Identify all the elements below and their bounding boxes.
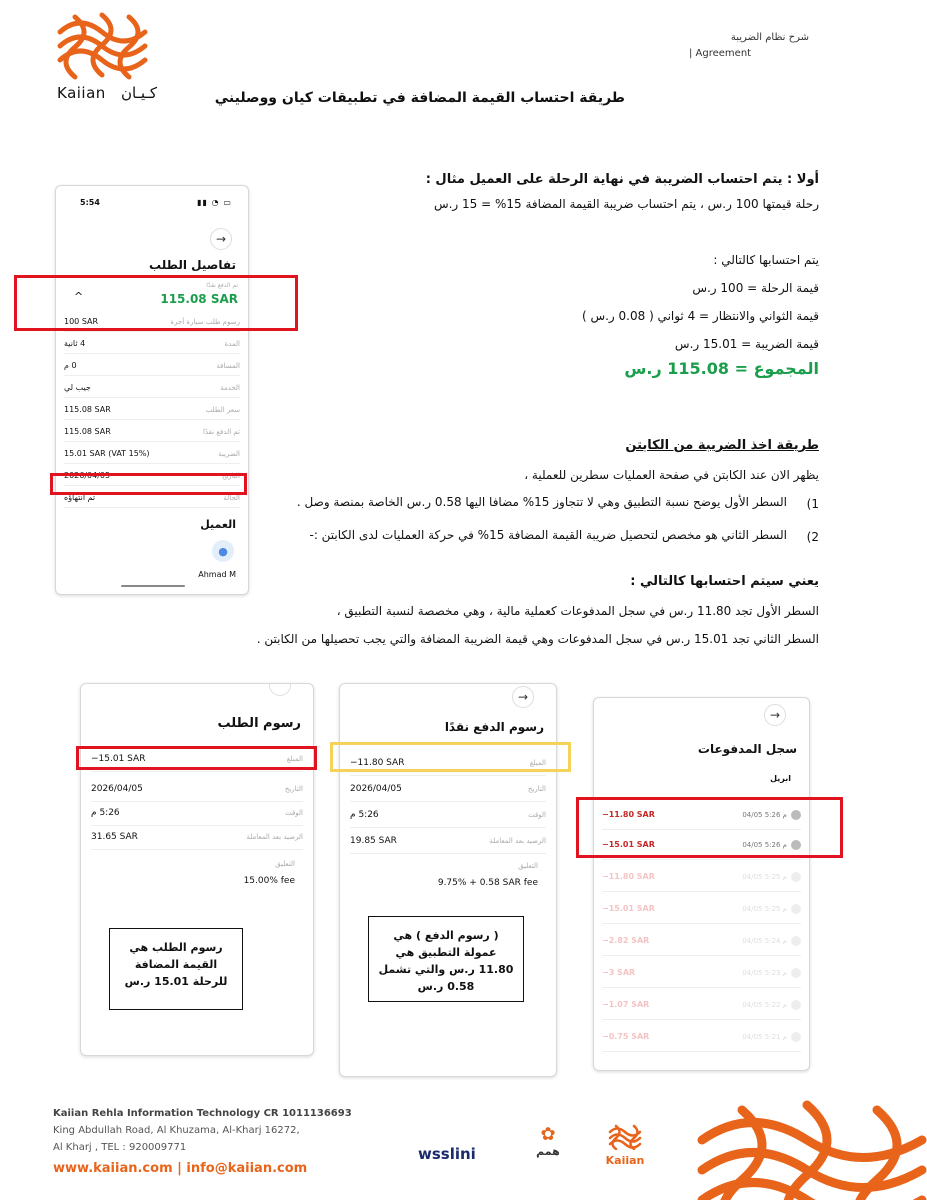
status-dot-icon	[791, 968, 801, 978]
section2-intro: يظهر الان عند الكابتن في صفحة العمليات سطرين للعملية ،	[524, 468, 819, 482]
order-row: 0 م المسافة	[64, 356, 240, 376]
document-meta	[649, 30, 809, 62]
order-row: تم انتهاؤه الحالة	[64, 488, 240, 508]
cash-row: 19.85 SAR الرصيد بعد المعاملة	[350, 828, 546, 854]
comment-label: التعليق	[518, 862, 538, 870]
highlight-fees-amount	[76, 746, 317, 770]
footer-pattern-icon	[682, 1100, 927, 1200]
payment-row[interactable]: −2.82 SAR 04/05 5:24 م	[602, 926, 801, 956]
section1-line1: رحلة قيمتها 100 ر.س ، يتم احتساب ضريبة القيمة المضافة 15% = 15 ر.س	[433, 197, 819, 211]
footer-address-line1: King Abdullah Road, Al Khuzama, Al-Kharj 16272,	[53, 1125, 300, 1136]
payment-row[interactable]: −11.80 SAR 04/05 5:26 م	[602, 800, 801, 830]
status-time: 5:54	[80, 198, 100, 207]
order-row: 4 ثانية المدة	[64, 334, 240, 354]
fees-row: 2026/04/05 التاريخ	[91, 776, 303, 802]
fees-row: −15.01 SAR المبلغ	[91, 746, 303, 772]
footer-contact[interactable]: www.kaiian.com | info@kaiian.com	[53, 1161, 308, 1176]
status-dot-icon	[791, 1032, 801, 1042]
logo-arabic: كـيـان	[120, 84, 157, 102]
forward-arrow-icon[interactable]: →	[210, 228, 232, 250]
cash-row: −11.80 SAR المبلغ	[350, 750, 546, 776]
forward-arrow-icon[interactable]: →	[512, 686, 534, 708]
calc-line3: قيمة الضريبة = 15.01 ر.س	[674, 337, 819, 351]
item1-text: السطر الأول يوضح نسبة التطبيق وهي لا تتجاوز 15% مضافا اليها 0.58 ر.س الخاصة بمنصة وصل .	[296, 495, 787, 509]
customer-name: Ahmad M	[198, 570, 236, 579]
status-bar	[80, 198, 232, 207]
avatar[interactable]	[212, 540, 234, 562]
comment-value: 9.75% + 0.58 SAR fee	[437, 878, 538, 888]
user-icon: ●	[218, 544, 228, 558]
highlight-payments	[576, 797, 843, 858]
kaiian-logo-icon	[55, 12, 150, 80]
order-row: 115.08 SAR تم الدفع نقدًا	[64, 422, 240, 442]
highlight-status	[50, 473, 247, 495]
order-row: 15.01 SAR (VAT 15%) الضريبة	[64, 444, 240, 464]
total-label: تم الدفع نقدًا	[206, 282, 238, 289]
fees-note: رسوم الطلب هي القيمة المضافة للرحلة 15.01 ر.س	[109, 928, 243, 1010]
calc-intro: يتم احتسابها كالتالي :	[713, 253, 819, 267]
payment-row[interactable]: −3 SAR 04/05 5:23 م	[602, 958, 801, 988]
section2-heading: طريقة اخذ الضريبة من الكابتن	[625, 438, 819, 453]
customer-heading: العميل	[200, 518, 236, 531]
header-logo	[55, 12, 155, 102]
highlight-cash-amount	[330, 742, 571, 772]
footer-company: Kaiian Rehla Information Technology CR 1011136693	[53, 1108, 352, 1119]
fees-row: 31.65 SAR الرصيد بعد المعاملة	[91, 824, 303, 850]
calc-line1: قيمة الرحلة = 100 ر.س	[692, 281, 819, 295]
order-title: تفاصيل الطلب	[149, 258, 236, 272]
item1-number: 1)	[806, 497, 819, 511]
highlight-total	[14, 275, 298, 331]
document-title: طريقة احتساب القيمة المضافة في تطبيقات كيان ووصليني	[214, 90, 625, 106]
section2-subheading: يعني سيتم احتسابها كالتالي :	[630, 574, 819, 589]
section2-item2	[279, 528, 819, 546]
collapse-chevron-icon[interactable]: ^	[74, 290, 84, 303]
kaiian-small-logo: Kaiian	[600, 1124, 650, 1167]
fees-title: رسوم الطلب	[217, 716, 301, 731]
total-value: 115.08 SAR	[160, 292, 238, 306]
fees-row: 5:26 م الوقت	[91, 800, 303, 826]
cash-row: 2026/04/05 التاريخ	[350, 776, 546, 802]
item2-number: 2)	[806, 530, 819, 544]
kaiian-small-logo-icon	[608, 1124, 642, 1150]
month-label: ابريل	[770, 774, 791, 783]
payment-row[interactable]: −11.80 SAR 04/05 5:25 م	[602, 862, 801, 892]
comment-value: 15.00% fee	[243, 876, 295, 886]
section2-item1	[279, 495, 819, 513]
order-row: 2026/04/05 التاريخ	[64, 466, 240, 486]
payments-title: سجل المدفوعات	[697, 742, 797, 756]
section2-line1: السطر الأول تجد 11.80 ر.س في سجل المدفوعات كعملية مالية ، وهي مخصصة لنسبة التطبيق ،	[336, 604, 819, 618]
logo-latin: Kaiian	[57, 84, 106, 102]
cash-row: 5:26 م الوقت	[350, 802, 546, 828]
section1-heading: أولا : يتم احتساب الضريبة في نهاية الرحلة على العميل مثال :	[425, 172, 819, 187]
footer-address	[53, 1105, 383, 1156]
payment-row[interactable]: −15.01 SAR 04/05 5:25 م	[602, 894, 801, 924]
section1	[399, 172, 819, 378]
wsslini-logo: wsslini	[418, 1145, 476, 1163]
order-row: 100 SAR رسوم طلب سيارة أجرة	[64, 312, 240, 332]
forward-arrow-icon[interactable]	[269, 683, 291, 696]
cash-title: رسوم الدفع نقدًا	[444, 720, 544, 734]
meta-line2: | Agreement	[689, 48, 752, 59]
status-dot-icon	[791, 1000, 801, 1010]
order-details-screenshot	[55, 185, 249, 595]
item2-text: السطر الثاني هو مخصص لتحصيل ضريبة القيمة المضافة 15% في حركة العمليات لدى الكابتن :-	[309, 528, 787, 542]
comment-label: التعليق	[275, 860, 295, 868]
home-indicator	[121, 585, 185, 587]
status-icons: ▮▮ ◔ ▭	[197, 198, 232, 207]
hmm-logo: ✿ همم	[528, 1124, 568, 1158]
status-dot-icon	[791, 904, 801, 914]
calc-line2: قيمة الثواني والانتظار = 4 ثواني ( 0.08 ر.س )	[581, 309, 819, 323]
cash-note: ( رسوم الدفع ) هي عمولة التطبيق هي 11.80 ر.س والتي تشمل 0.58 ر.س	[368, 916, 524, 1002]
order-row: جيب لي الخدمة	[64, 378, 240, 398]
status-dot-icon	[791, 872, 801, 882]
meta-line1: شرح نظام الضريبة	[730, 32, 809, 43]
forward-arrow-icon[interactable]: →	[764, 704, 786, 726]
hmm-logo-icon: ✿	[540, 1124, 556, 1145]
footer-address-line2: Al Kharj , TEL : 920009771	[53, 1142, 187, 1153]
payment-row[interactable]: −0.75 SAR 04/05 5:21 م	[602, 1022, 801, 1052]
payments-log-screenshot	[593, 697, 810, 1071]
payment-row[interactable]: −15.01 SAR 04/05 5:26 م	[602, 830, 801, 860]
section2-line2: السطر الثاني تجد 15.01 ر.س في سجل المدفوعات وهي قيمة الضريبة المضافة والتي يجب تحصيلها من الكابتن .	[256, 632, 819, 646]
payment-row[interactable]: −1.07 SAR 04/05 5:22 م	[602, 990, 801, 1020]
status-dot-icon	[791, 936, 801, 946]
order-row: 115.08 SAR سعر الطلب	[64, 400, 240, 420]
calc-total: المجموع = 115.08 ر.س	[624, 359, 819, 378]
